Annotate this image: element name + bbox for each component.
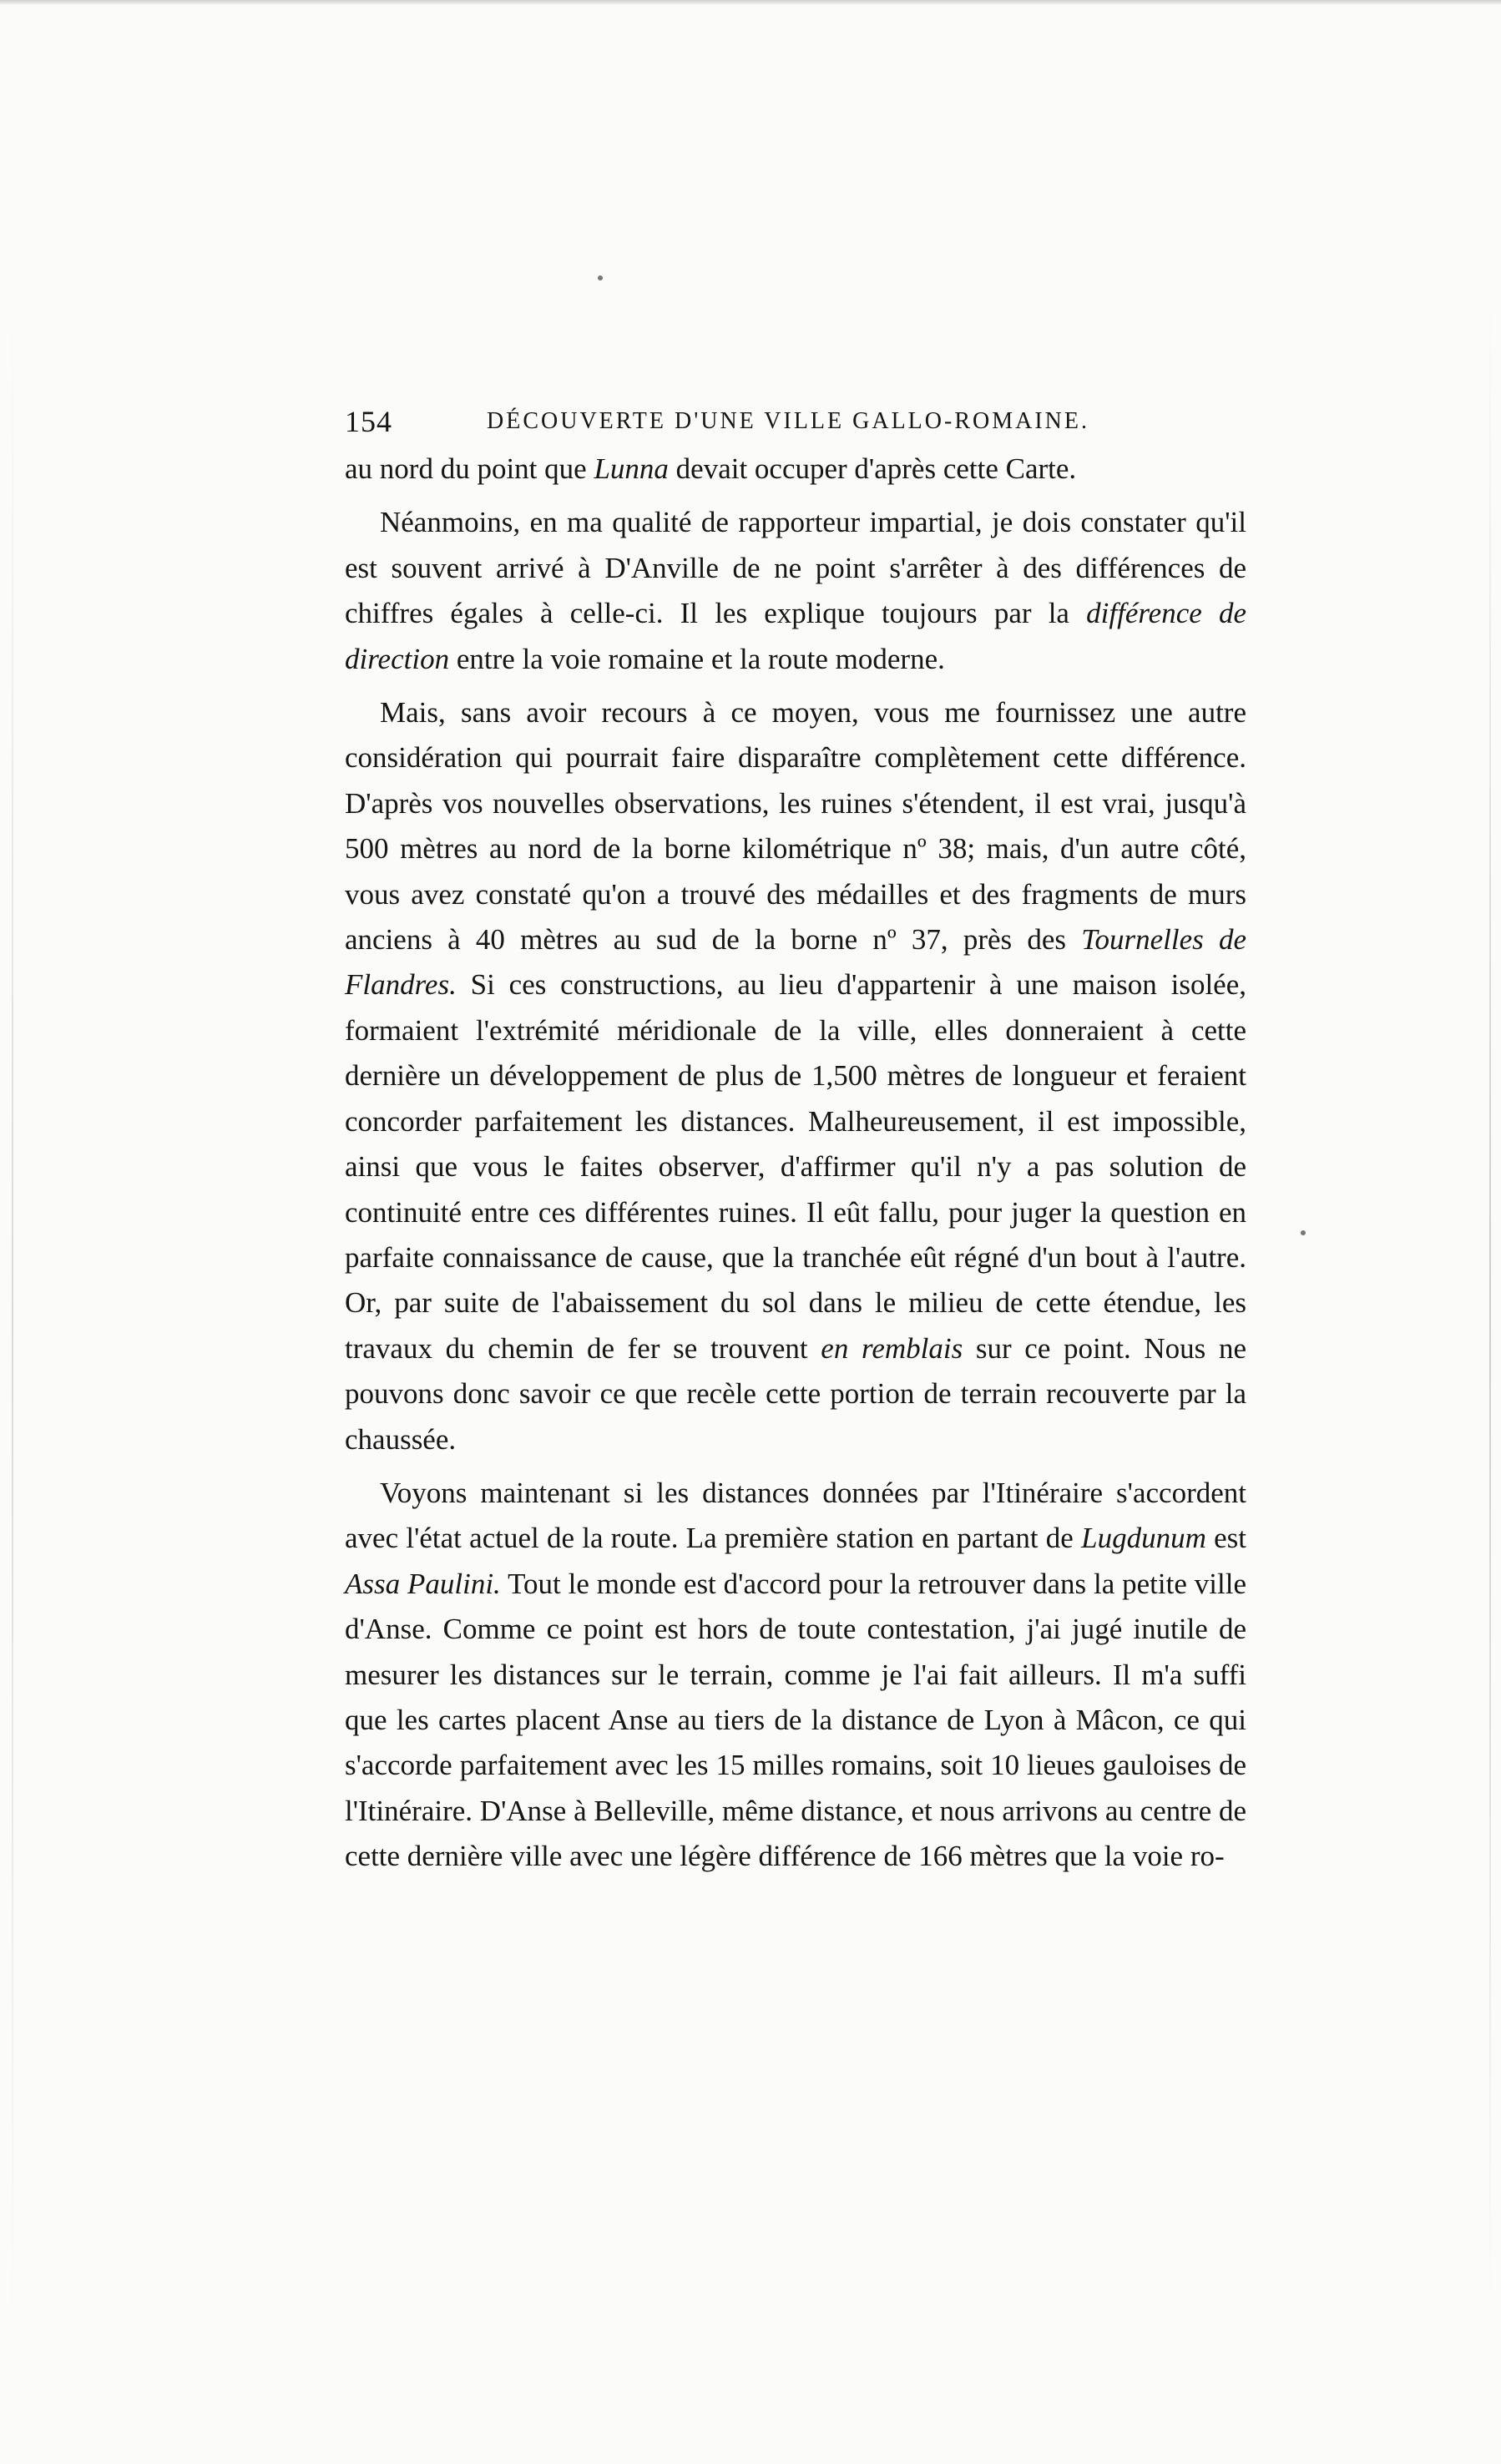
italic-run: différence de direction	[345, 597, 1246, 675]
italic-run: Assa Paulini.	[345, 1567, 501, 1600]
page-number: 154	[345, 405, 392, 438]
text-run: sur ce point. Nous ne pouvons donc savoir ce que recèle cette portion de terrain recouverte par la chaussée.	[345, 1331, 1246, 1456]
running-title: DÉCOUVERTE D'UNE VILLE GALLO-ROMAINE.	[487, 408, 1089, 434]
text-run: est	[1205, 1522, 1246, 1555]
scan-top-edge	[0, 0, 1501, 5]
running-head	[345, 398, 1263, 445]
italic-run: en remblais	[821, 1331, 963, 1365]
scan-speck	[598, 275, 603, 280]
body-text	[345, 447, 1246, 1888]
text-run: entre la voie romaine et la route moderne.	[449, 642, 945, 675]
scan-left-edge	[12, 317, 13, 2320]
italic-run: Tournelles de Flandres.	[345, 923, 1247, 1002]
paragraph-4	[345, 1471, 1246, 1880]
text-run: Mais, sans avoir recours à ce moyen, vous me fournissez une autre considération qui pourrait faire disparaître complètement cette différence. D'après vos nouvelles observations, les ruines s'étendent, il est vrai, jusqu'à 500 mètres au nord de la borne kilométrique nº 38; mais, d'un autre côté, vous avez constaté qu'on a trouvé des médailles et des fragments de murs anciens à 40 mètres au sud de la borne nº 37, près des	[345, 696, 1246, 957]
text-run: Néanmoins, en ma qualité de rapporteur impartial, je dois constater qu'il est souvent arrivé à D'Anville de ne point s'arrêter à des différences de chiffres égales à celle-ci. Il les explique toujours par la	[345, 506, 1246, 630]
scan-right-edge	[1489, 300, 1491, 2304]
text-run: devait occuper d'après cette Carte.	[668, 452, 1077, 485]
scan-speck	[1301, 1230, 1306, 1235]
text-run: Si ces constructions, au lieu d'appartenir à une maison isolée, formaient l'extrémité méridionale de la ville, elles donneraient à cette dernière un développement de plus de 1,500 mètres de longueur et feraient concorder parfaitement les distances. Malheureusement, il est impossible, ainsi que vous le faites observer, d'affirmer qu'il n'y a pas solution de continuité entre ces différentes ruines. Il eût fallu, pour juger la question en parfaite connaissance de cause, que la tranchée eût régné d'un bout à l'autre. Or, par suite de l'abaissement du sol dans le milieu de cette étendue, les travaux du chemin de fer se trouvent	[345, 968, 1246, 1365]
text-run: au nord du point que	[345, 452, 594, 485]
paragraph-3	[345, 690, 1246, 1462]
text-run: Tout le monde est d'accord pour la retrouver dans la petite ville d'Anse. Comme ce point est hors de toute contestation, j'ai jugé inutile de mesurer les distances sur le terrain, comme je l'ai fait ailleurs. Il m'a suffi que les cartes placent Anse au tiers de la distance de Lyon à Mâcon, ce qui s'accorde parfaitement avec les 15 milles romains, soit 10 lieues gauloises de l'Itinéraire. D'Anse à Belleville, même distance, et nous arrivons au centre de cette dernière ville avec une légère différence de 166 mètres que la voie ro-	[345, 1567, 1246, 1873]
italic-run: Lugdunum	[1081, 1522, 1206, 1555]
italic-run: Lunna	[594, 452, 669, 485]
paragraph-2	[345, 500, 1246, 682]
text-run: Voyons maintenant si les distances données par l'Itinéraire s'accordent avec l'état actuel de la route. La première station en partant de	[345, 1476, 1246, 1555]
paragraph-1	[345, 447, 1246, 492]
